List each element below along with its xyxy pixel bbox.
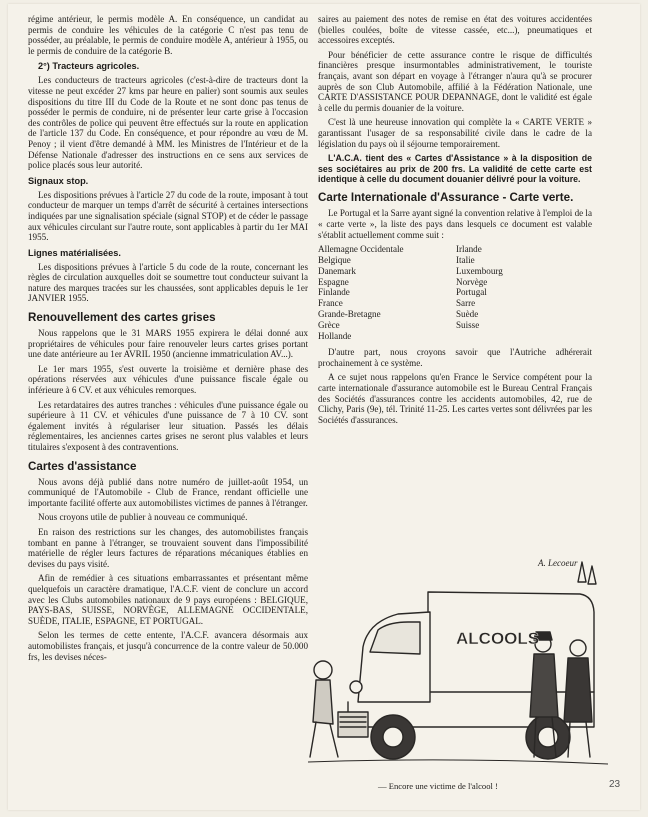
paragraph: Le Portugal et la Sarre ayant signé la convention relative à l'emploi de la « carte verte », la liste des pays dans lesquels ce document est valable s'établit actuellement comme suit : (318, 208, 592, 240)
country-item: Irlande (456, 244, 482, 255)
country-item: Espagne (318, 276, 349, 287)
document-page (8, 4, 640, 810)
country-item: Belgique (318, 254, 351, 265)
paragraph: D'autre part, nous croyons savoir que l'Autriche adhérerait prochainement à ce système. (318, 347, 592, 368)
country-item: Grèce (318, 319, 340, 330)
country-item: Allemagne Occidentale (318, 244, 404, 255)
paragraph: Le 1er mars 1955, s'est ouverte la troisième et dernière phase des opérations réservées aux véhicules d'une puissance fiscale égale ou inférieure à 6 CV. et aux véhicules remorques. (28, 363, 308, 396)
paragraph: Nous rappelons que le 31 MARS 1955 expirera le délai donné aux propriétaires de véhicules pour faire renouveler leurs cartes grises portant une date antérieure au 1er AVRIL 1950 (ancienne immatriculation AV...). (28, 328, 308, 360)
country-item: Portugal (456, 287, 487, 298)
country-item: Suède (456, 308, 479, 319)
country-item: Italie (456, 254, 475, 265)
paragraph: Les retardataires des autres tranches : véhicules d'une puissance égale ou supérieure à 11 CV. et véhicules d'une puissance de 7 à 10 CV. sont également invités à régulariser leur situation. Passés les délais réglementaires, les anciennes cartes grises ne seront plus valables et leurs titulaires s'exposent à des contraventions. (28, 399, 308, 452)
country-item: Hollande (318, 330, 352, 341)
paragraph: Selon les termes de cette entente, l'A.C.F. avancera désormais aux automobilistes français, et jusqu'à concurrence de la contre valeur de 50.000 frs, les devises néces- (28, 630, 308, 662)
paragraph: saires au paiement des notes de remise en état des voitures accidentées (bielles coulées, boîte de vitesse cassée, etc...), pneumatiques et accessoires exceptés. (318, 14, 592, 46)
country-list-col-b (456, 244, 503, 341)
country-item: Norvège (456, 276, 488, 287)
paragraph: En raison des restrictions sur les changes, des automobilistes français tombant en panne à l'étranger, se trouvaient souvent dans l'impossibilité matérielle de régler leurs factures de réparations mécaniques établies en devises du pays visité. (28, 526, 308, 569)
country-item: Finlande (318, 287, 350, 298)
section-heading-assistance: Cartes d'assistance (28, 459, 137, 473)
country-list-col-a (318, 244, 456, 341)
country-item: France (318, 298, 343, 309)
paragraph: Nous avons déjà publié dans notre numéro de juillet-août 1954, un communiqué de l'Automobile - Club de France, rendant officielle une importante facilité offerte aux automobilistes victimes de pannes à l'étranger. (28, 476, 308, 508)
country-item: Suisse (456, 319, 480, 330)
country-item: Luxembourg (456, 265, 503, 276)
paragraph: A ce sujet nous rappelons qu'en France le Service compétent pour la carte internationale d'assurance automobile est le Bureau Central Français des Sociétés d'assurances contre les accidents automobiles, 42, rue de Clichy, Paris (9e), tél. Trinité 11-25. Les cartes vertes sont délivrées par les Sociétés d'assurances. (318, 372, 592, 425)
page-number: 23 (609, 779, 621, 790)
aca-note: L'A.C.A. tient des « Cartes d'Assistance » à la disposition de ses sociétaires au prix de 200 frs. La validité de cette carte est identique à celle du document douanier délivré pour la voiture. (318, 153, 592, 184)
cartoonist-signature: A. Lecoeur (538, 558, 578, 568)
section-heading-tracteurs: 2°) Tracteurs agricoles. (38, 61, 140, 72)
section-heading-carte-verte: Carte Internationale d'Assurance - Carte verte. (318, 191, 574, 205)
right-column (318, 14, 592, 429)
section-heading-lignes: Lignes matérialisées. (28, 247, 121, 258)
country-list (318, 244, 592, 341)
paragraph: C'est là une heureuse innovation qui complète la « CARTE VERTE » garantissant l'usager de sa responsabilité civile dans le cadre de la législation du pays où il séjourne temporairement. (318, 117, 592, 149)
truck-lettering: ALCOOLS (456, 629, 540, 648)
section-heading-renouvellement: Renouvellement des cartes grises (28, 311, 216, 325)
paragraph: Les dispositions prévues à l'article 27 du code de la route, imposant à tout conducteur de marquer un temps d'arrêt de sécurité à certaines intersections indiquées par une signalisation spéciale (signal STOP) et de céder le passage aux véhicules circulant sur l'autre route, sont applicables à partir du 1er MAI 1955. (28, 189, 308, 243)
country-item: Danemark (318, 265, 356, 276)
paragraph: Nous croyons utile de publier à nouveau ce communiqué. (38, 512, 248, 523)
country-item: Grande-Bretagne (318, 308, 381, 319)
country-item: Sarre (456, 298, 476, 309)
section-heading-signaux: Signaux stop. (28, 175, 89, 186)
paragraph: régime antérieur, le permis modèle A. En conséquence, un candidat au permis de conduire les véhicules de la catégorie C n'est pas tenu de posséder, au préalable, le permis de conduire modèle A, antérieur à 1955, ou le permis de conduire de la catégorie B. (28, 14, 308, 56)
cartoon-caption: — Encore une victime de l'alcool ! (378, 781, 498, 791)
paragraph: Les conducteurs de tracteurs agricoles (c'est-à-dire de tracteurs dont la vitesse ne peut excéder 27 kms par heure en palier) sont soumis aux seules dispositions du titre III du Code de la Route et ne sont donc pas tenus de posséder le permis de conduire, ni de présenter leur carte grise à l'occasion des contrôles de police qui peuvent être effectués sur la route en application de l'article 137 du Code. En conséquence, et pour répondre au vœu de M. Penoy ; il vient d'être demandé à MM. les Ministres de l'Intérieur et de la Défense Nationale d'adresser des instructions en ce sens aux services de police placés sous leur autorité. (28, 75, 308, 171)
paragraph: Pour bénéficier de cette assurance contre le risque de difficultés financières presque insurmontables administrativement, le touriste français, avant son départ en voyage à l'étranger n'aura qu'à se procurer auprès de son Club Automobile, affilié à la Fédération Nationale, une CARTE D'ASSISTANCE POUR DEPANNAGE, dont le validité est égale à celle du permis douanier de la voiture. (318, 49, 592, 113)
left-column (28, 14, 308, 666)
paragraph: Afin de remédier à ces situations embarrassantes et présentant même quelquefois un caractère dramatique, l'A.C.F. vient de conclure un accord avec les Clubs automobiles nationaux de 9 pays européens : BELGIQUE, PAYS-BAS, SUISSE, NORVÈGE, ALLEMAGNE OCCIDENTALE, SUÈDE, ITALIE, ESPAGNE, ET PORTUGAL. (28, 573, 308, 626)
paragraph: Les dispositions prévues à l'article 5 du code de la route, concernant les règles de circulation auxquelles doit se soumettre tout conducteur suivant la nature des marques tracées sur les chaussées, sont applicables depuis le 1er JANVIER 1955. (28, 261, 308, 304)
cartoon-illustration (308, 552, 608, 784)
